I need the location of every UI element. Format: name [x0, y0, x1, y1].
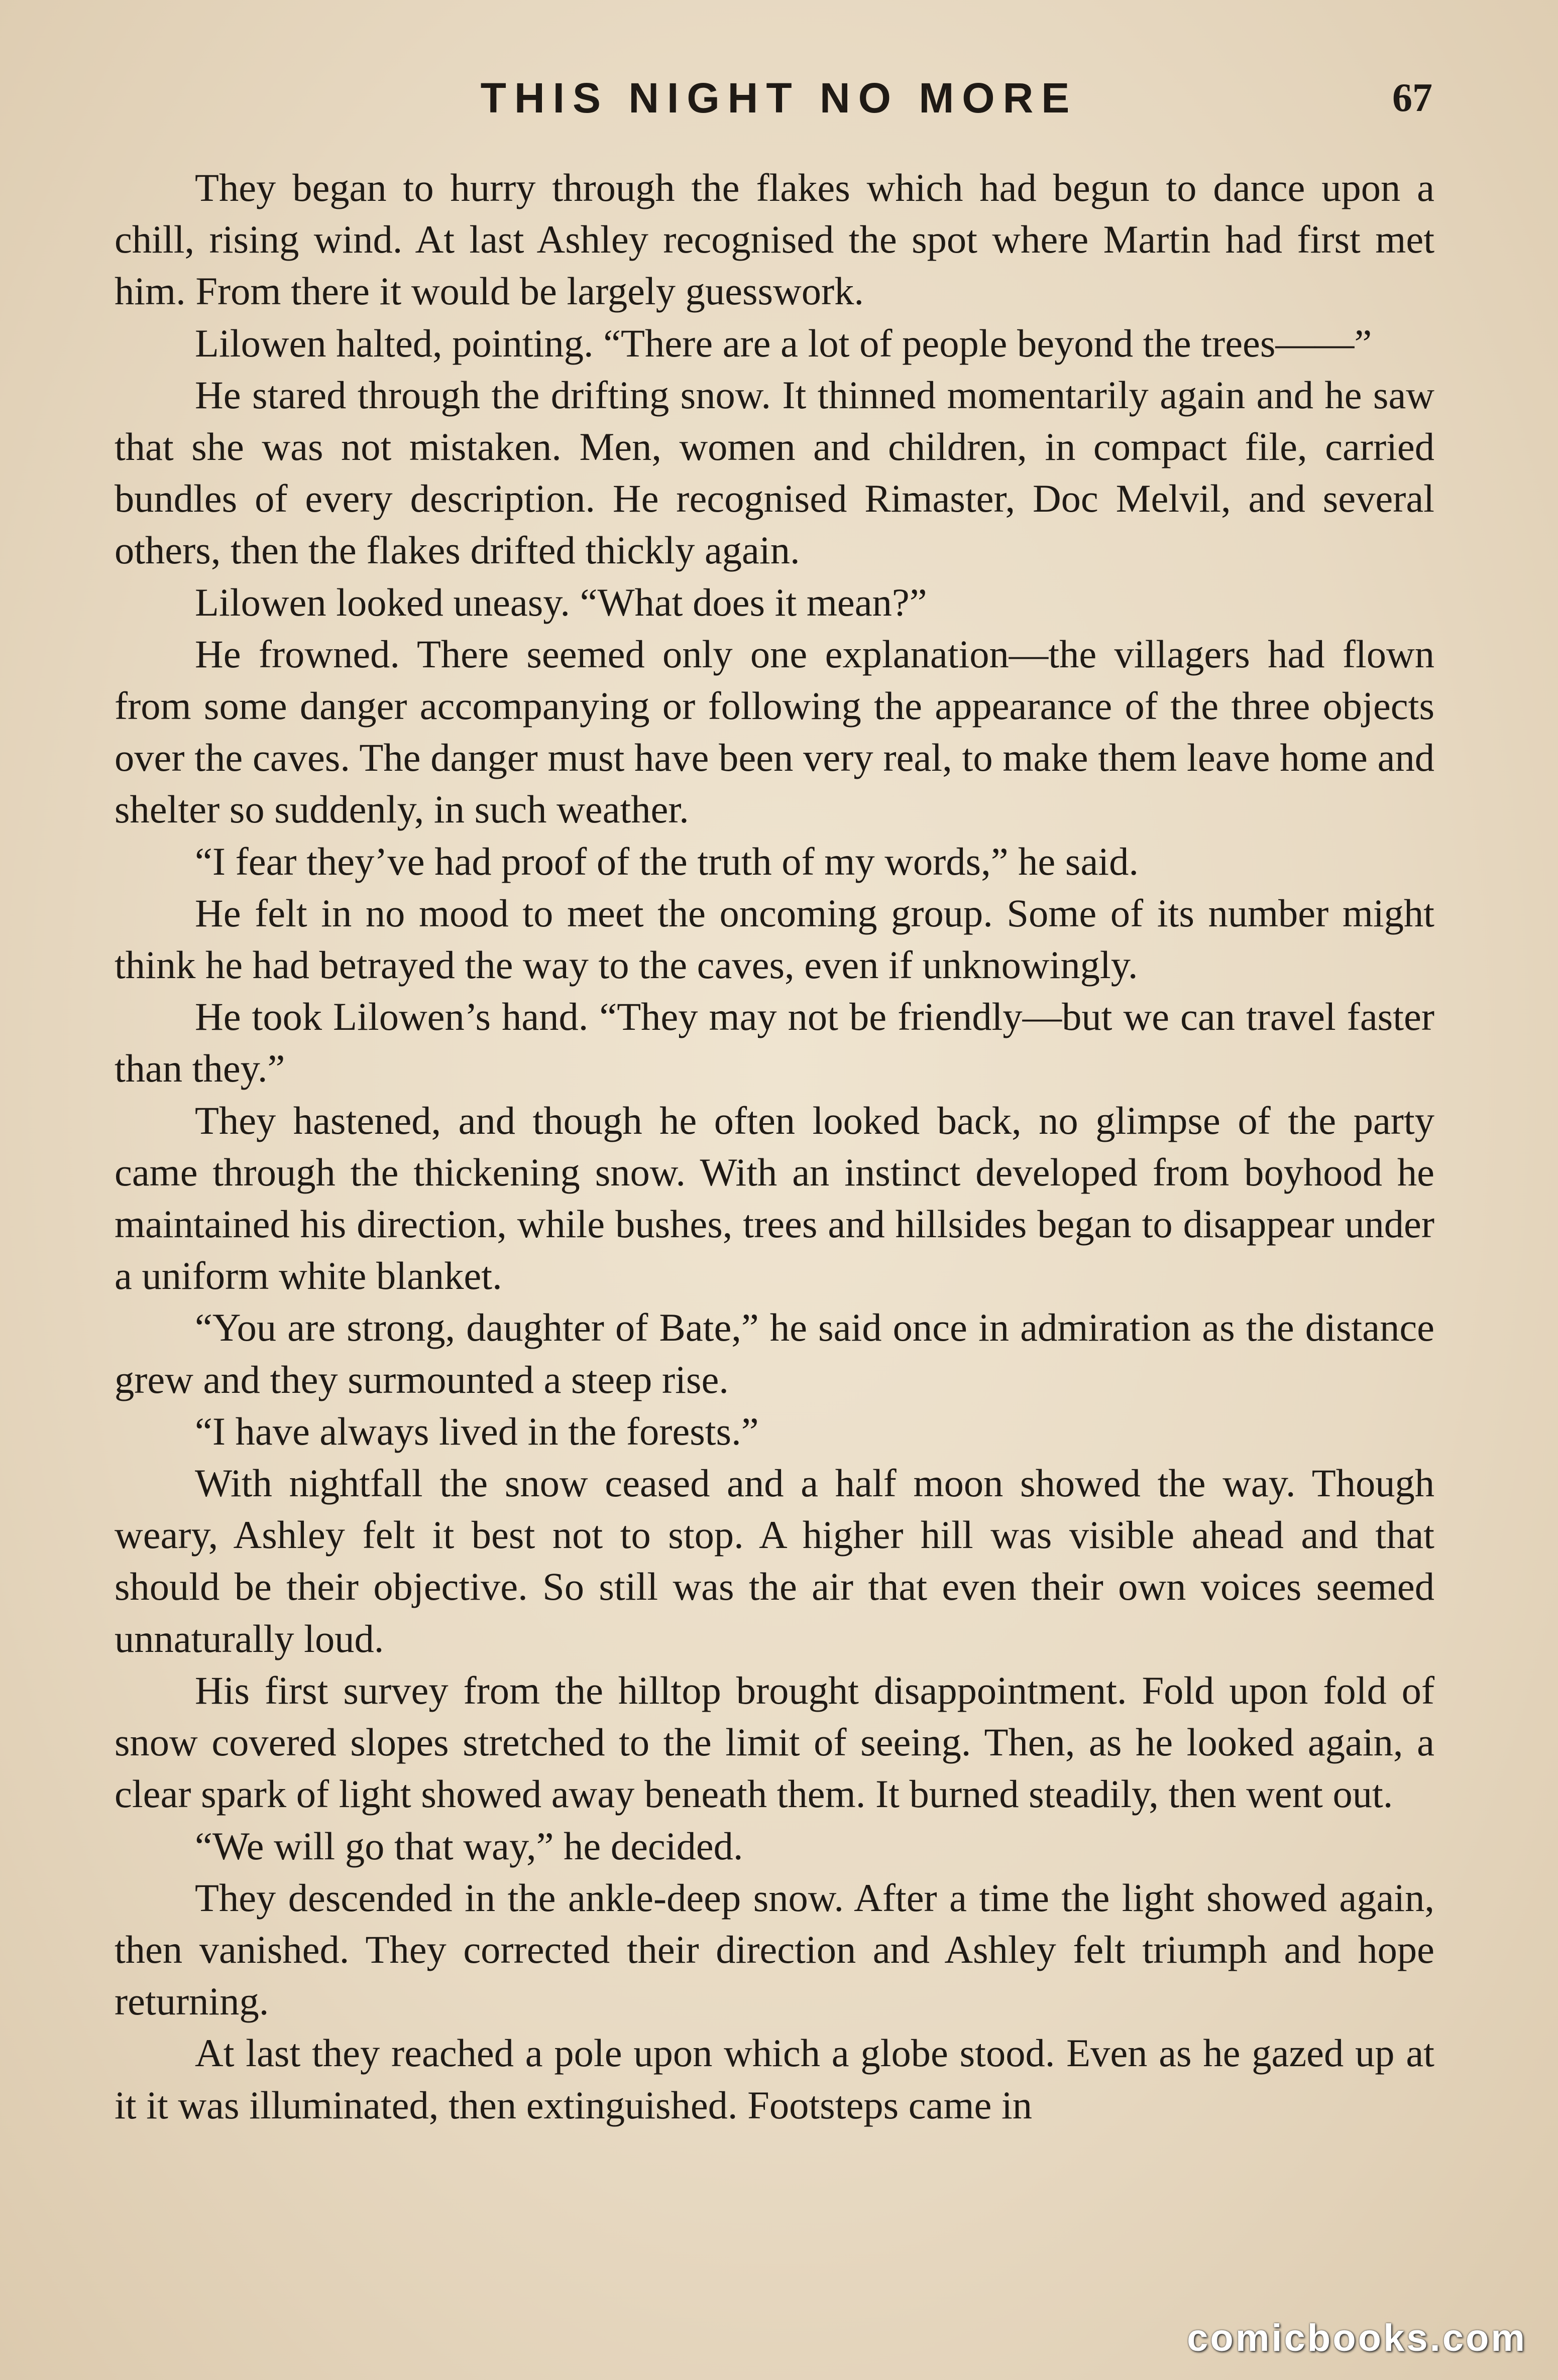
- paragraph: With nightfall the snow ceased and a half moon showed the way. Though weary, Ashley felt it best not to stop. A higher hill was visible ahead and that should be their objective. So still was the air that even their own voices seemed unnaturally loud.: [115, 1461, 1434, 1660]
- page-number: 67: [1392, 76, 1432, 120]
- body-text: [115, 162, 1434, 2131]
- paragraph: “I fear they’ve had proof of the truth of my words,” he said.: [195, 839, 1139, 883]
- paragraph: They hastened, and though he often looked back, no glimpse of the party came through the thickening snow. With an instinct developed from boyhood he maintained his direction, while bushes, trees and hillsides began to disappear under a uniform white blanket.: [115, 1098, 1434, 1298]
- paragraph: They descended in the ankle-deep snow. After a time the light showed again, then vanished. They corrected their direction and Ashley felt triumph and hope returning.: [115, 1875, 1434, 2024]
- paragraph: Lilowen halted, pointing. “There are a lot of people beyond the trees——”: [195, 321, 1372, 365]
- watermark: comicbooks.com: [1187, 2317, 1527, 2359]
- paragraph: He took Lilowen’s hand. “They may not be friendly—but we can travel faster than they.”: [115, 995, 1434, 1091]
- paragraph: He frowned. There seemed only one explanation—the villagers had flown from some danger accompanying or following the appearance of the three objects over the caves. The danger must have been very real, to make them leave home and shelter so suddenly, in such weather.: [115, 632, 1434, 831]
- paragraph: He stared through the drifting snow. It thinned momentarily again and he saw that she was not mistaken. Men, women and children, in compact file, carried bundles of every description. He recognised Rimaster, Doc Melvil, and several others, then the flakes drifted thickly again.: [115, 373, 1434, 572]
- paragraph: “I have always lived in the forests.”: [195, 1409, 759, 1453]
- chapter-title: THIS NIGHT NO MORE: [480, 74, 1078, 122]
- running-head: [0, 70, 1558, 126]
- paragraph: “You are strong, daughter of Bate,” he said once in admiration as the distance grew and they surmounted a steep rise.: [115, 1305, 1434, 1401]
- paragraph: Lilowen looked uneasy. “What does it mean?”: [195, 580, 927, 624]
- paragraph: They began to hurry through the flakes which had begun to dance upon a chill, rising wind. At last Ashley recognised the spot where Martin had first met him. From there it would be largely guesswork.: [115, 166, 1434, 313]
- paragraph: His first survey from the hilltop brought disappointment. Fold upon fold of snow covered slopes stretched to the limit of seeing. Then, as he looked again, a clear spark of light showed away beneath them. It burned steadily, then went out.: [115, 1668, 1434, 1816]
- paragraph: He felt in no mood to meet the oncoming group. Some of its number might think he had betrayed the way to the caves, even if unknowingly.: [115, 891, 1434, 987]
- paragraph: At last they reached a pole upon which a globe stood. Even as he gazed up at it it was illuminated, then extinguished. Footsteps came in: [115, 2031, 1434, 2127]
- paragraph: “We will go that way,” he decided.: [195, 1824, 743, 1868]
